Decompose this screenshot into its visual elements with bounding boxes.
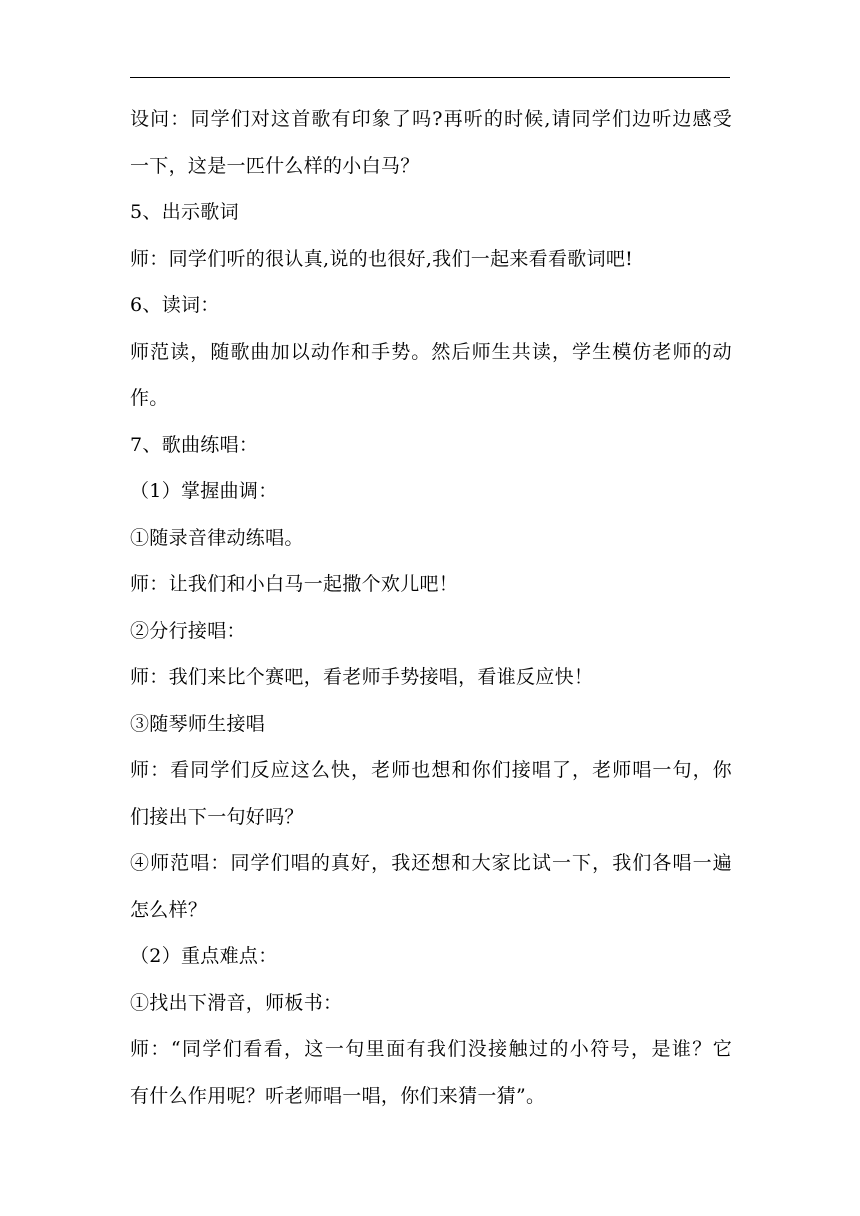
section-heading: 5、出示歌词 — [130, 201, 239, 223]
text-line: ④师范唱：同学们唱的真好，我还想和大家比试一下，我们各唱一遍 — [130, 852, 732, 874]
document-body — [130, 108, 732, 1131]
text-line: 师：“同学们看看，这一句里面有我们没接触过的小符号，是谁？它 — [130, 1038, 732, 1060]
text-line: 怎么样？ — [130, 898, 208, 921]
section-heading: 6、读词： — [130, 294, 220, 316]
text-line: ①随录音律动练唱。 — [130, 526, 304, 549]
text-line: 有什么作用呢？听老师唱一唱，你们来猜一猜”。 — [130, 1084, 546, 1107]
subsection-heading: （1）掌握曲调： — [130, 480, 278, 502]
text-line: 们接出下一句好吗？ — [130, 805, 304, 828]
text-line: 设问：同学们对这首歌有印象了吗?再听的时候,请同学们边听边感受 — [130, 108, 732, 130]
text-line: ②分行接唱： — [130, 619, 246, 642]
text-line: 师：我们来比个赛吧，看老师手势接唱，看谁反应快！ — [130, 666, 594, 688]
text-line: 一下，这是一匹什么样的小白马？ — [130, 154, 420, 177]
text-line: 师：看同学们反应这么快，老师也想和你们接唱了，老师唱一句，你 — [130, 759, 732, 781]
header-rule — [130, 77, 730, 78]
text-line: 师：让我们和小白马一起撒个欢儿吧！ — [130, 573, 459, 595]
subsection-heading: （2）重点难点： — [130, 945, 278, 967]
text-line: 作。 — [130, 387, 169, 409]
text-line: ③随琴师生接唱 — [130, 712, 266, 735]
text-line: 师范读，随歌曲加以动作和手势。然后师生共读，学生模仿老师的动 — [130, 340, 732, 363]
text-line: 师：同学们听的很认真,说的也很好,我们一起来看看歌词吧! — [130, 247, 634, 270]
text-line: ①找出下滑音，师板书： — [130, 991, 343, 1014]
section-heading: 7、歌曲练唱： — [130, 433, 259, 456]
